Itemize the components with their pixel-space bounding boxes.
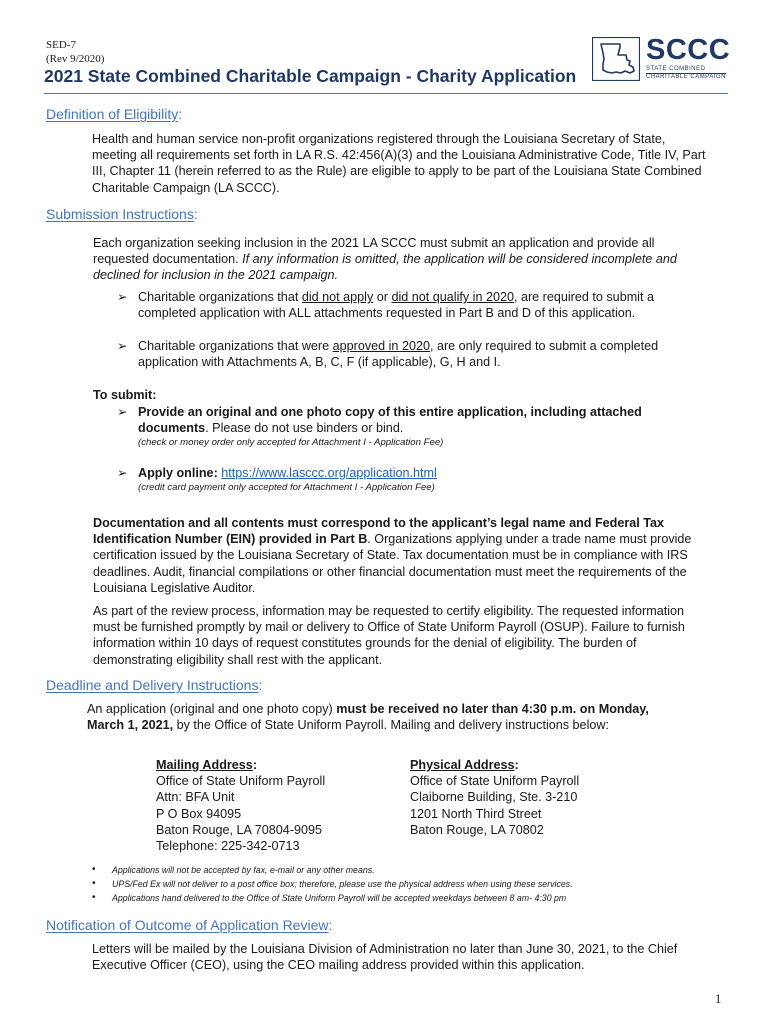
submission-intro: Each organization seeking inclusion in the 2021 LA SCCC must submit an application and provide all requested documentation. If any information is omitted, the application will be considered incomplete and declined for inclusion in the 2021 campaign. (93, 236, 677, 283)
submit-option-mail: ➢ Provide an original and one photo copy of this entire application, including attached documents. Please do not use binders or bind. (check or money order only accepted for Attachment I - Application Fee) (117, 404, 707, 449)
eligibility-heading: Definition of Eligibility: (46, 106, 183, 122)
list-item: • UPS/Fed Ex will not deliver to a post office box; therefore, please use the physical address when using these services. (88, 877, 708, 891)
arrow-bullet-icon: ➢ (117, 339, 128, 353)
page-title: 2021 State Combined Charitable Campaign - Charity Application (44, 66, 577, 86)
page-number: 1 (715, 992, 722, 1006)
list-item: • Applications hand delivered to the Office of State Uniform Payroll will be accepted weekdays between 8 am- 4:30 pm (88, 891, 708, 905)
deadline-text: An application (original and one photo copy) must be received no later than 4:30 p.m. on Monday, March 1, 2021, by the Office of State Uniform Payroll. Mailing and delivery instructions below: (87, 702, 649, 733)
arrow-bullet-icon: ➢ (117, 405, 128, 419)
notification-text: Letters will be mailed by the Louisiana Division of Administration no later than June 30, 2021, to the Chief Executive Officer (CEO), using the CEO mailing address provided within this application. (92, 942, 678, 973)
logo-wordmark: SCCC (646, 34, 731, 66)
documentation-requirements: Documentation and all contents must correspond to the applicant’s legal name and Federal Tax Identification Number (EIN) provided in Part B. Organizations applying under a trade name must provide certification issued by the Louisiana Secretary of State. Tax documentation must be in compliance with IRS deadlines. Audit, financial compilations or other financial documentation must meet the requirements of the Louisiana Legislative Auditor. (93, 516, 692, 595)
eligibility-text: Health and human service non-profit organizations registered through the Louisiana Secretary of State, meeting all requirements set forth in LA R.S. 42:456(A)(3) and the Louisiana Administrative Code, Title IV, Part III, Chapter 11 (herein referred to as the Rule) are eligible to apply to be part of the Louisiana State Combined Charitable Campaign (LA SCCC). (92, 132, 706, 195)
notification-heading: Notification of Outcome of Application Review: (46, 917, 333, 933)
form-id: SED-7 (Rev 9/2020) (46, 39, 105, 65)
submission-heading: Submission Instructions: (46, 206, 198, 222)
mailing-address-label: Mailing Address: (156, 758, 258, 772)
submit-option-online: ➢ Apply online: https://www.lasccc.org/application.html (credit card payment only accepted for Attachment I - Application Fee) (117, 465, 707, 494)
online-payment-note: (credit card payment only accepted for Attachment I - Application Fee) (138, 482, 435, 494)
application-link[interactable]: https://www.lasccc.org/application.html (221, 466, 437, 480)
physical-address-label: Physical Address: (410, 758, 519, 772)
arrow-bullet-icon: ➢ (117, 466, 128, 480)
delivery-notes (88, 863, 708, 905)
list-item: • Applications will not be accepted by fax, e-mail or any other means. (88, 863, 708, 877)
submission-bullet-returning: ➢ Charitable organizations that were approved in 2020, are only required to submit a completed application with Attachments A, B, C, F (if applicable), G, H and I. (117, 339, 659, 370)
to-submit-label: To submit: (93, 388, 157, 402)
logo-subtitle: STATE COMBINED CHARITABLE CAMPAIGN (646, 66, 726, 80)
louisiana-logo-icon (592, 37, 640, 81)
title-divider (44, 93, 728, 94)
deadline-heading: Deadline and Delivery Instructions: (46, 677, 263, 693)
mailing-address: Mailing Address: Office of State Uniform Payroll Attn: BFA Unit P O Box 94095 Baton Rouge, LA 70804-9095 Telephone: 225-342-0713 (156, 757, 396, 854)
physical-address: Physical Address: Office of State Uniform Payroll Claiborne Building, Ste. 3-210 1201 North Third Street Baton Rouge, LA 70802 (410, 757, 670, 838)
submission-bullet-new: ➢ Charitable organizations that did not apply or did not qualify in 2020, are required to submit a completed application with ALL attachments requested in Part B and D of this application. (117, 290, 654, 321)
arrow-bullet-icon: ➢ (117, 290, 128, 304)
review-process-text: As part of the review process, information may be requested to certify eligibility. The requested information must be furnished promptly by mail or delivery to Office of State Uniform Payroll (OSUP). Failure to furnish information within 10 days of request constitutes grounds for the denial of eligibility. The burden of demonstrating eligibility shall rest with the applicant. (93, 604, 685, 667)
mail-payment-note: (check or money order only accepted for Attachment I - Application Fee) (138, 437, 444, 449)
